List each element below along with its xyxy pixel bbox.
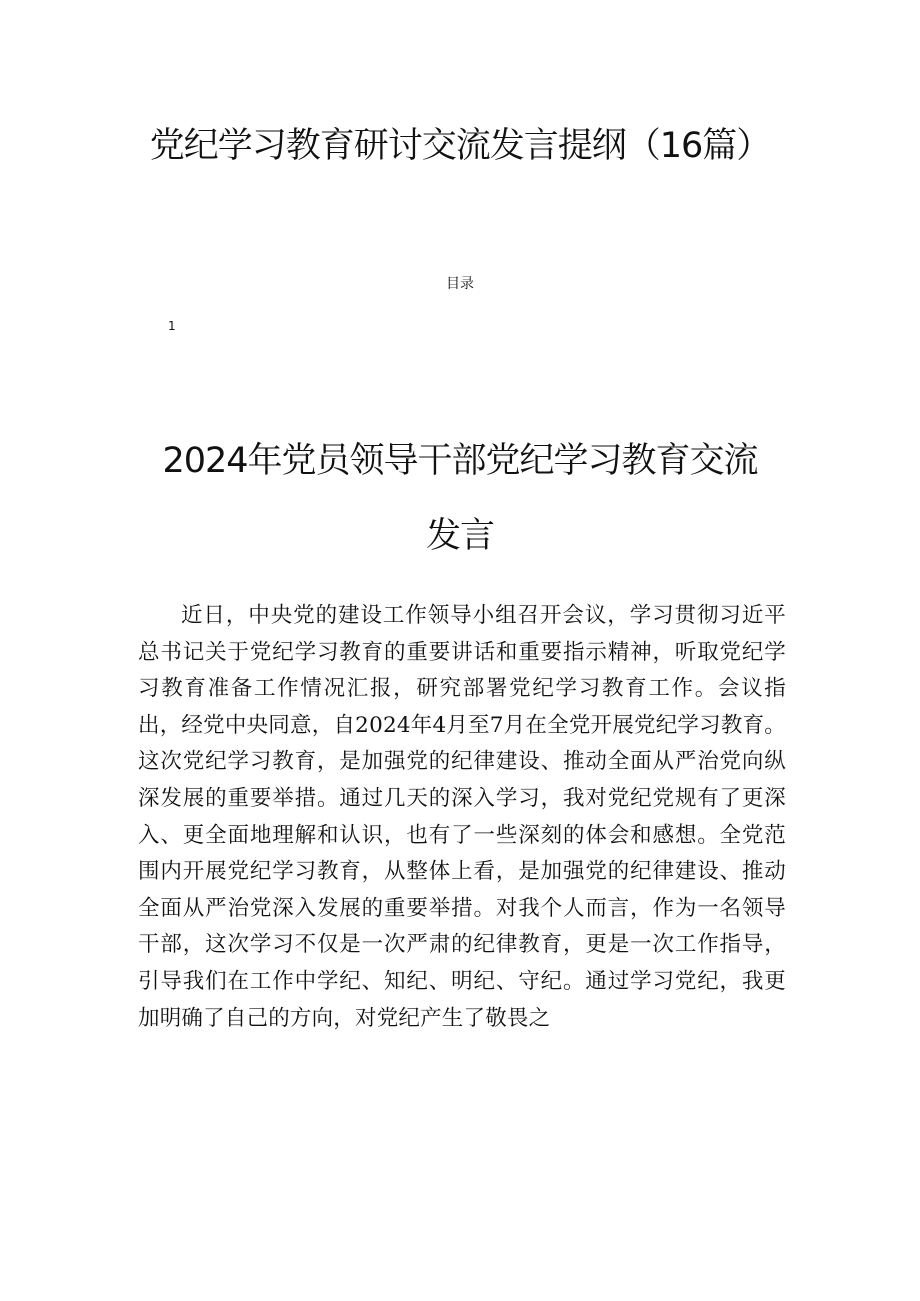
- toc-label: 目录: [446, 276, 474, 292]
- section-title: 2024年党员领导干部党纪学习教育交流发言: [162, 441, 758, 556]
- toc-item: 1: [168, 319, 176, 333]
- body-paragraph: 近日，中央党的建设工作领导小组召开会议，学习贯彻习近平总书记关于党纪学习教育的重要讲话和重要指示精神，听取党纪学习教育准备工作情况汇报，研究部署党纪学习教育工作。会议指出，经党中央同意，自2024年4月至7月在全党开展党纪学习教育。这次党纪学习教育，是加强党的纪律建设、推动全面从严治党向纵深发展的重要举措。通过几天的深入学习，我对党纪党规有了更深入、更全面地理解和认识，也有了一些深刻的体会和感想。全党范围内开展党纪学习教育，从整体上看，是加强党的纪律建设、推动全面从严治党深入发展的重要举措。对我个人而言，作为一名领导干部，这次学习不仅是一次严肃的纪律教育，更是一次工作指导，引导我们在工作中学纪、知纪、明纪、守纪。通过学习党纪，我更加明确了自己的方向，对党纪产生了敬畏之: [138, 603, 786, 1031]
- document-title: 党纪学习教育研讨交流发言提纲（16篇）: [149, 126, 771, 166]
